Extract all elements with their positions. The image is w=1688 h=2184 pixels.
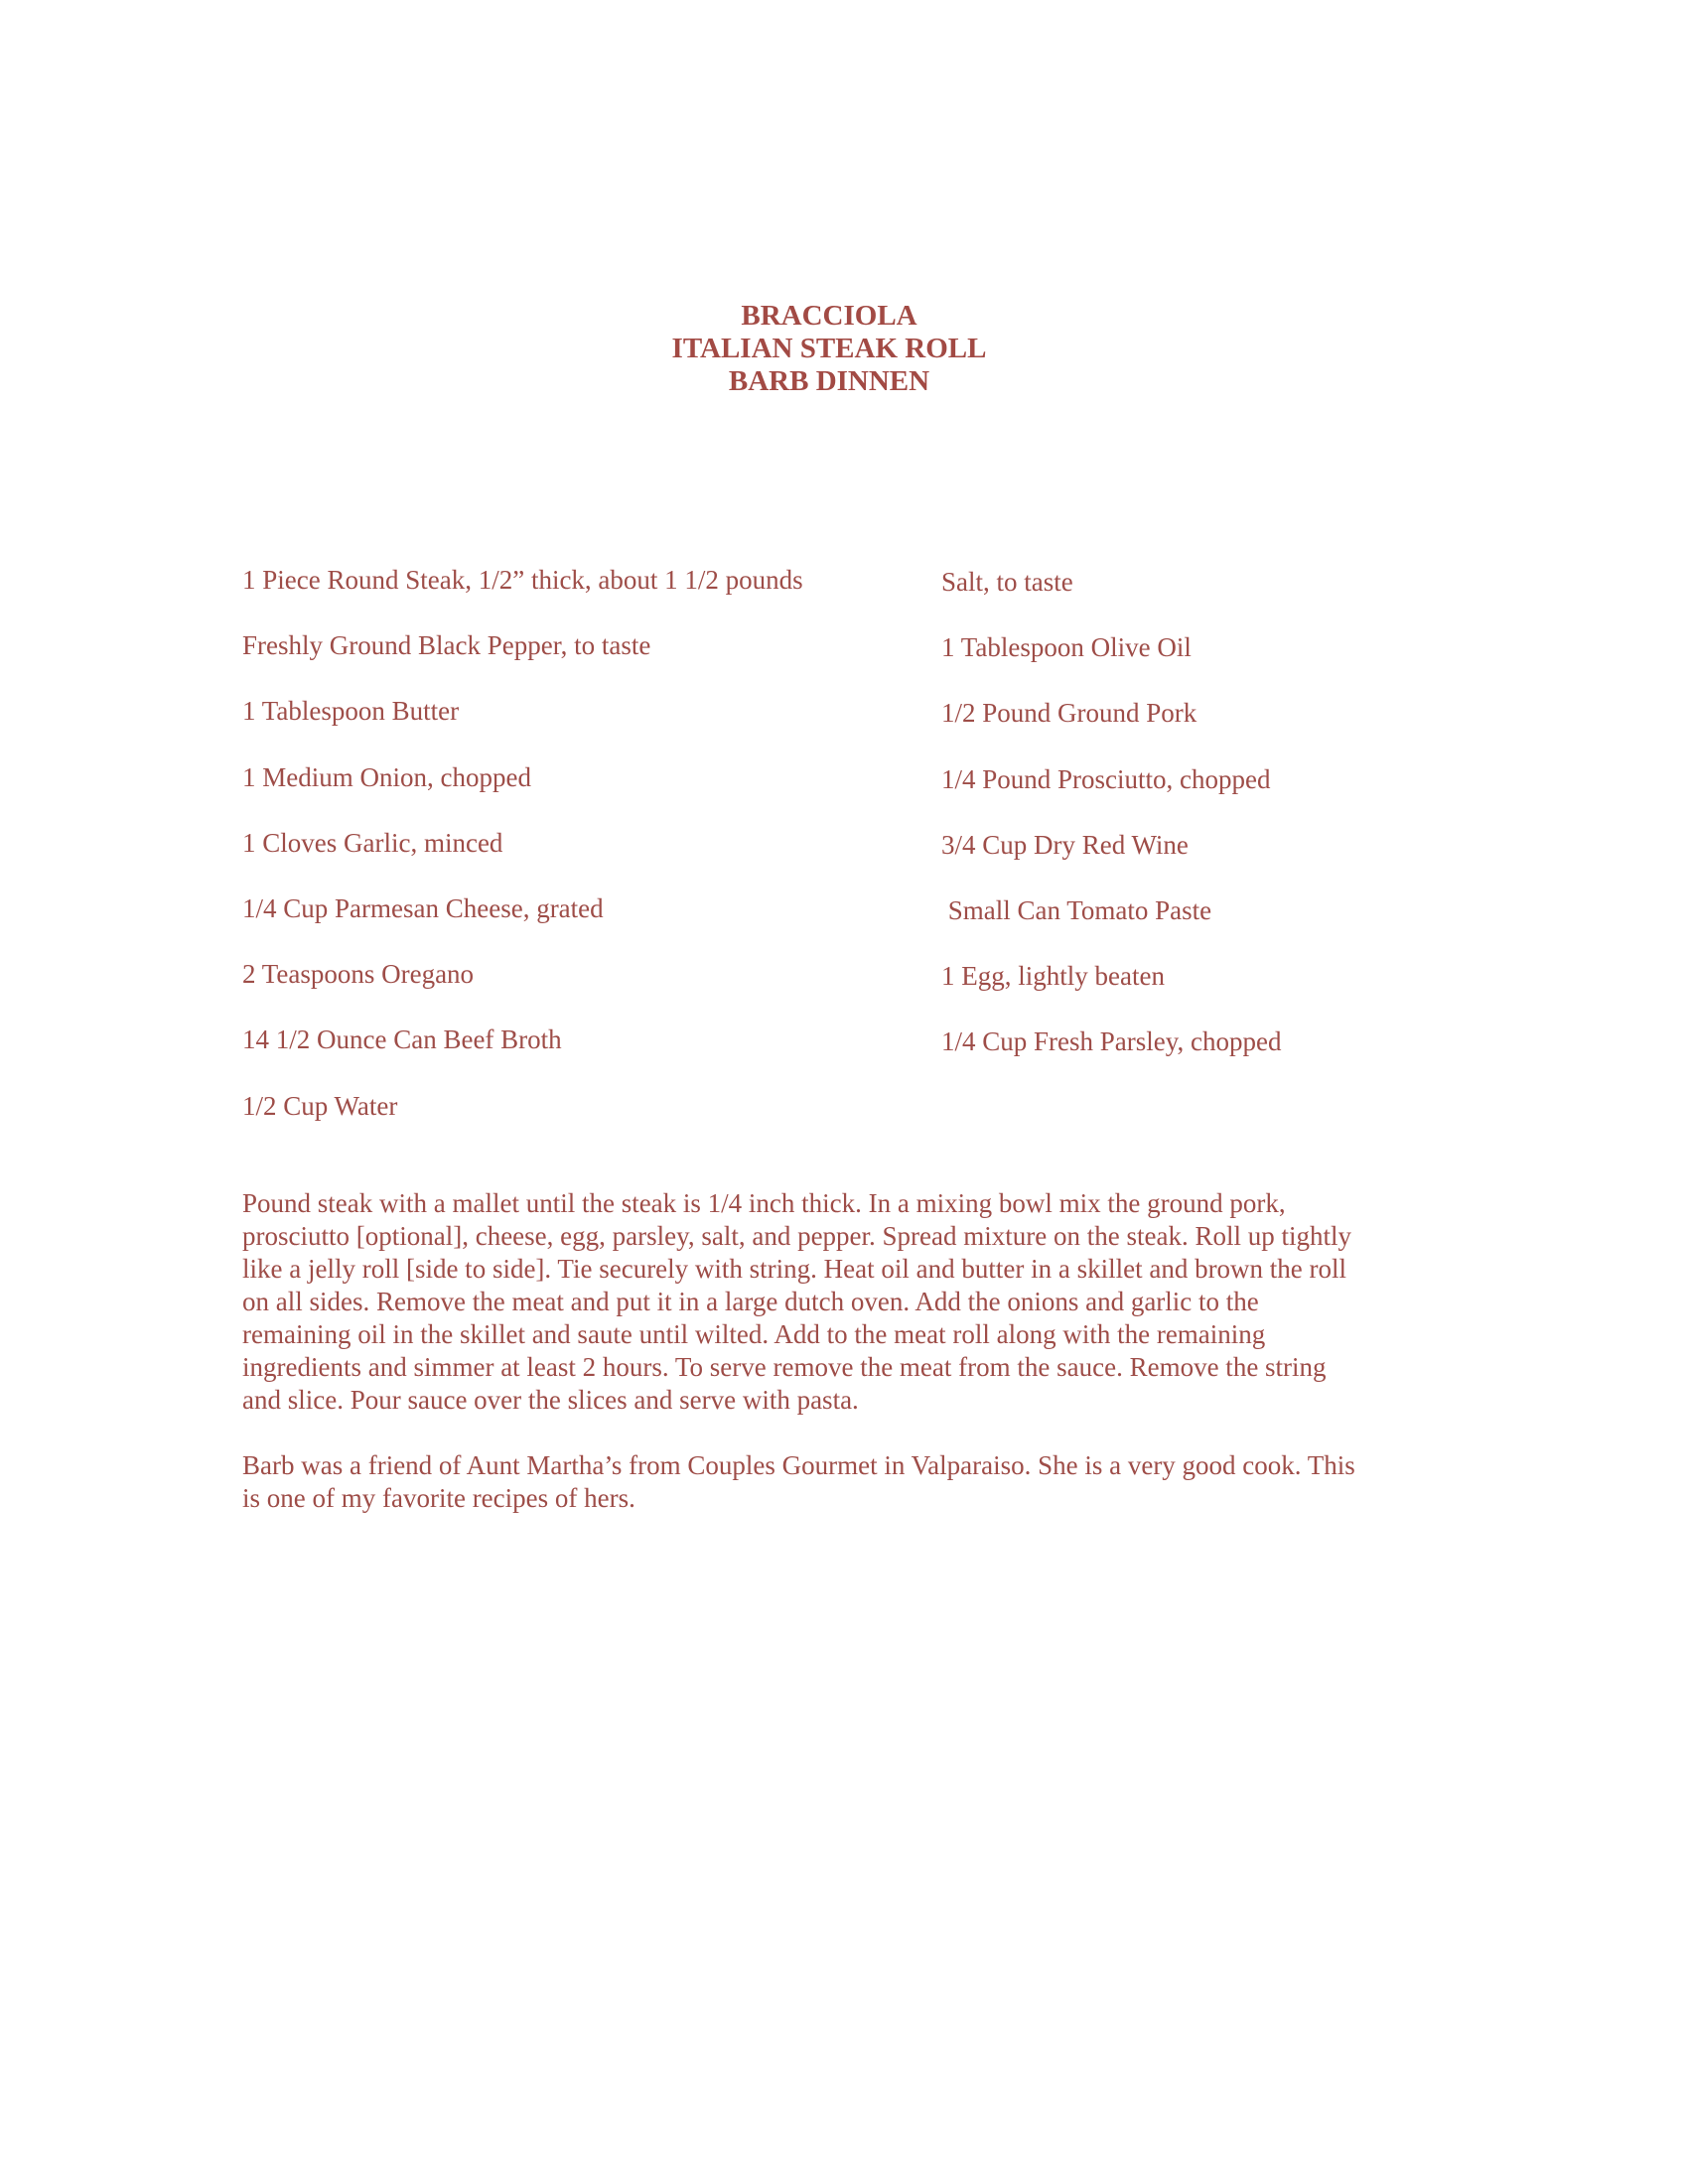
ingredient-item: 1/4 Cup Fresh Parsley, chopped (941, 1026, 1282, 1057)
ingredient-item: 1/2 Cup Water (242, 1090, 398, 1121)
ingredient-item: Freshly Ground Black Pepper, to taste (242, 630, 651, 661)
recipe-author: BARB DINNEN (728, 365, 930, 397)
directions-line: remaining oil in the skillet and saute until wilted. Add to the meat roll along with the remaining (242, 1319, 1266, 1349)
ingredient-item: 1/4 Cup Parmesan Cheese, grated (242, 892, 604, 923)
recipe-title: BRACCIOLA (741, 300, 917, 332)
ingredients-right-column (941, 563, 1617, 1089)
directions-line: like a jelly roll [side to side]. Tie securely with string. Heat oil and butter in a skillet and brown the roll (242, 1254, 1347, 1284)
ingredients-left-column (242, 563, 917, 1155)
ingredient-item: 1/4 Pound Prosciutto, chopped (941, 763, 1271, 794)
ingredient-item: 1 Tablespoon Butter (242, 696, 460, 727)
directions-line: ingredients and simmer at least 2 hours. To serve remove the meat from the sauce. Remove the string (242, 1352, 1327, 1382)
recipe-title-block (0, 300, 1658, 398)
directions-line: on all sides. Remove the meat and put it in a large dutch oven. Add the onions and garlic to the (242, 1287, 1259, 1316)
ingredient-item: 3/4 Cup Dry Red Wine (941, 829, 1189, 860)
note-paragraph (242, 1449, 1434, 1515)
ingredient-item: 1 Egg, lightly beaten (941, 961, 1165, 992)
directions-paragraph (242, 1187, 1434, 1417)
ingredient-item: Salt, to taste (941, 567, 1073, 597)
directions-line: prosciutto [optional], cheese, egg, parsley, salt, and pepper. Spread mixture on the steak. Roll up tightly (242, 1221, 1351, 1251)
note-line: is one of my favorite recipes of hers. (242, 1483, 635, 1513)
ingredient-item: 1 Piece Round Steak, 1/2” thick, about 1 1/2 pounds (242, 565, 803, 595)
ingredient-item: 1 Cloves Garlic, minced (242, 827, 503, 858)
ingredient-item: 1/2 Pound Ground Pork (941, 698, 1197, 729)
directions-line: and slice. Pour sauce over the slices and serve with pasta. (242, 1385, 859, 1415)
ingredient-item: 1 Medium Onion, chopped (242, 761, 531, 792)
directions-line: Pound steak with a mallet until the steak is 1/4 inch thick. In a mixing bowl mix the ground pork, (242, 1188, 1286, 1218)
recipe-subtitle: ITALIAN STEAK ROLL (671, 333, 987, 364)
ingredient-item: Small Can Tomato Paste (941, 894, 1212, 925)
note-line: Barb was a friend of Aunt Martha’s from Couples Gourmet in Valparaiso. She is a very good cook. This (242, 1450, 1355, 1480)
ingredient-item: 1 Tablespoon Olive Oil (941, 632, 1192, 663)
ingredient-item: 14 1/2 Ounce Can Beef Broth (242, 1024, 562, 1055)
ingredient-item: 2 Teaspoons Oregano (242, 959, 475, 990)
